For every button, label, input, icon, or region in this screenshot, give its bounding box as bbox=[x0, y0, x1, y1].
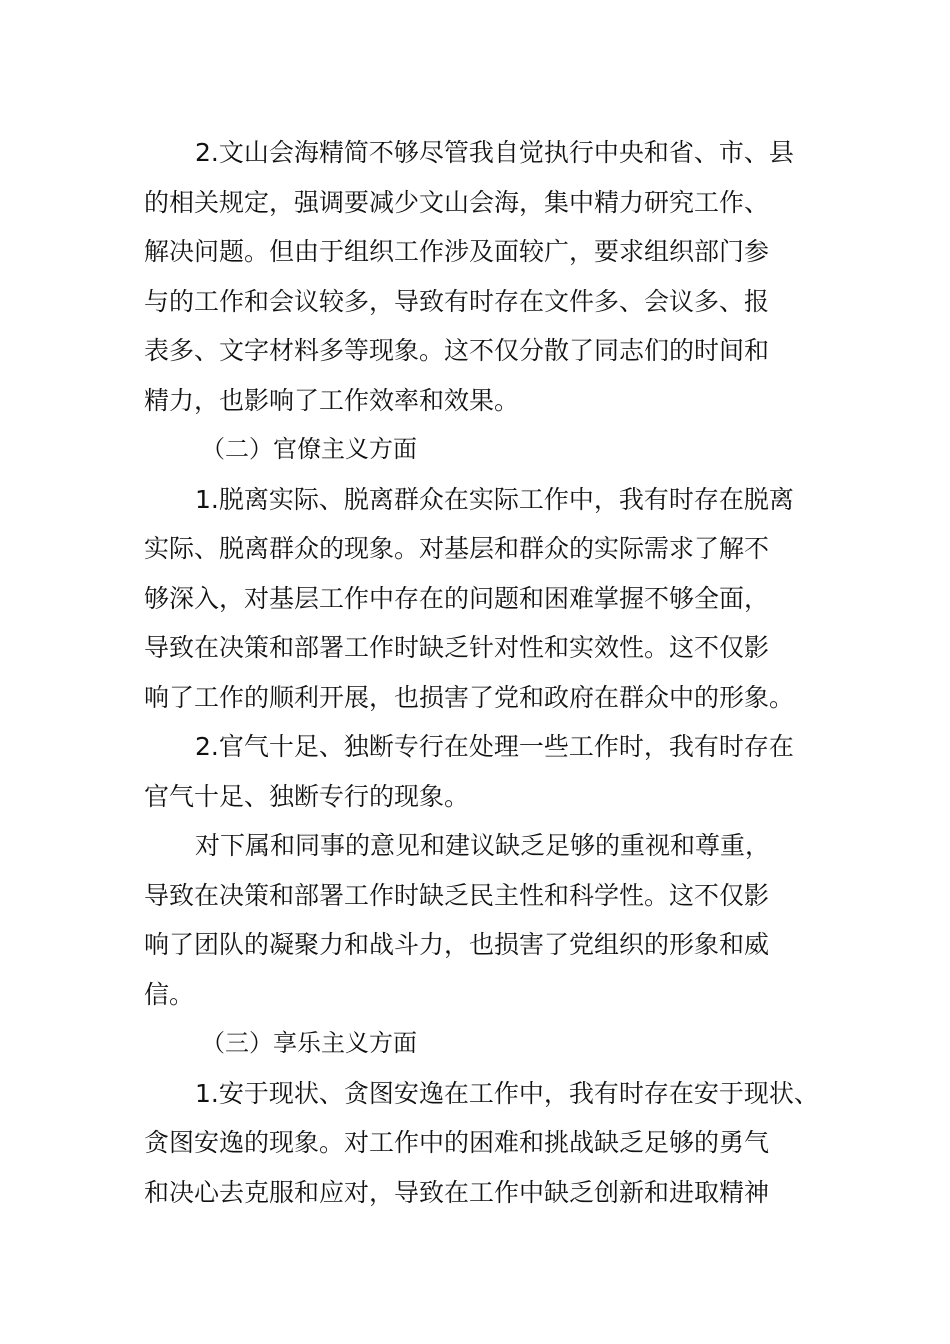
paragraph-line: 对下属和同事的意见和建议缺乏足够的重视和尊重， bbox=[195, 831, 771, 860]
paragraph-line: 信。 bbox=[144, 979, 195, 1009]
paragraph-line: 和决心去克服和应对，导致在工作中缺乏创新和进取精神 bbox=[144, 1177, 770, 1207]
paragraph-line: 贪图安逸的现象。对工作中的困难和挑战缺乏足够的勇气 bbox=[144, 1128, 770, 1157]
paragraph-line: 表多、文字材料多等现象。这不仅分散了同志们的时间和 bbox=[144, 336, 770, 365]
section-heading: （三）享乐主义方面 bbox=[201, 1029, 417, 1057]
paragraph-line: 的相关规定，强调要减少文山会海，集中精力研究工作、 bbox=[144, 187, 770, 217]
paragraph-line: 官气十足、独断专行的现象。 bbox=[144, 781, 470, 811]
paragraph-line: 导致在决策和部署工作时缺乏民主性和科学性。这不仅影 bbox=[144, 880, 770, 910]
paragraph-line: 精力，也影响了工作效率和效果。 bbox=[144, 385, 520, 415]
document-body bbox=[144, 128, 819, 1217]
paragraph-line: 2.文山会海精简不够尽管我自觉执行中央和省、市、县 bbox=[195, 138, 794, 167]
paragraph-line: 解决问题。但由于组织工作涉及面较广，要求组织部门参 bbox=[144, 237, 770, 266]
paragraph-line: 与的工作和会议较多，导致有时存在文件多、会议多、报 bbox=[144, 286, 770, 316]
paragraph-line: 1.脱离实际、脱离群众在实际工作中，我有时存在脱离 bbox=[195, 484, 794, 514]
section-heading: （二）官僚主义方面 bbox=[201, 435, 417, 463]
paragraph-line: 够深入，对基层工作中存在的问题和困难掌握不够全面， bbox=[144, 583, 770, 613]
paragraph-line: 导致在决策和部署工作时缺乏针对性和实效性。这不仅影 bbox=[144, 633, 770, 662]
paragraph-line: 响了团队的凝聚力和战斗力，也损害了党组织的形象和威 bbox=[144, 930, 770, 959]
paragraph-line: 2.官气十足、独断专行在处理一些工作时，我有时存在 bbox=[195, 732, 794, 761]
paragraph-line: 实际、脱离群众的现象。对基层和群众的实际需求了解不 bbox=[144, 534, 770, 563]
paragraph-line: 响了工作的顺利开展，也损害了党和政府在群众中的形象。 bbox=[144, 682, 795, 712]
paragraph-line: 1.安于现状、贪图安逸在工作中，我有时存在安于现状、 bbox=[195, 1078, 819, 1108]
